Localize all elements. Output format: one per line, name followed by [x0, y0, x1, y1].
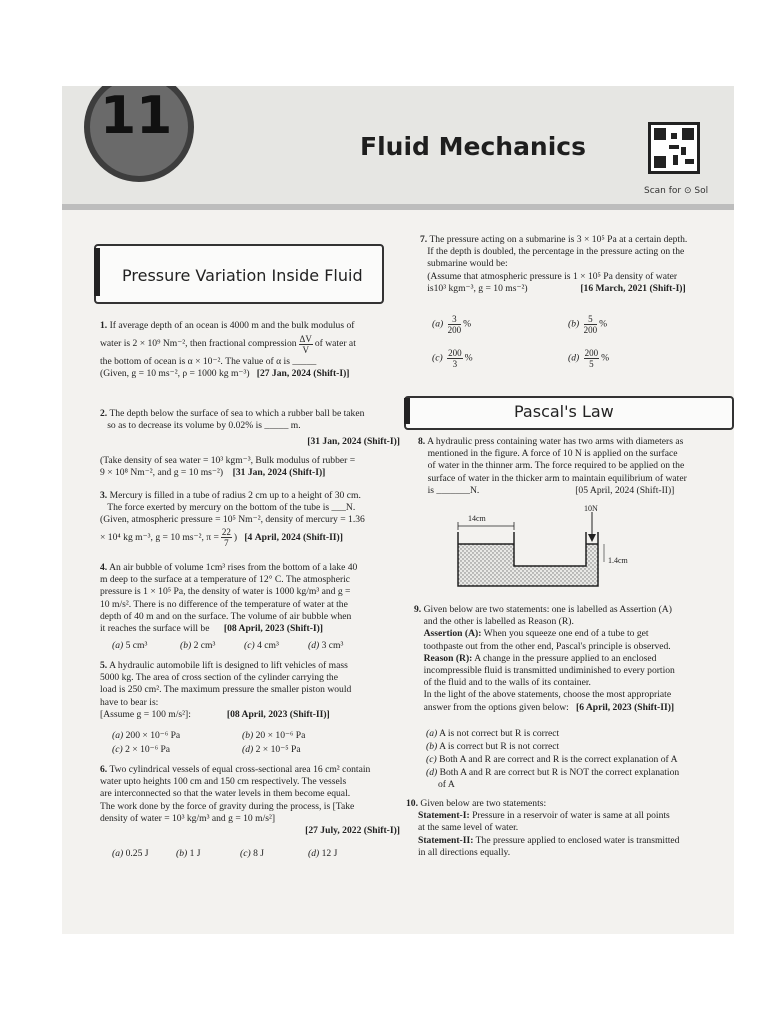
figure-label-narrow-arm: 1.4cm	[608, 556, 628, 565]
section-title-pascals-law: Pascal's Law	[514, 402, 614, 421]
q6-option-c: (c) 8 J	[240, 848, 264, 859]
question-7: 7. The pressure acting on a submarine is 3 × 10⁵ Pa at a certain depth. If the depth is doubled, the percentage in the pressure acting on the submarine would be: (Assume that atmospheric pressure is 1 × 10⁵ Pa density of water is10³ kgm⁻³, g = 10 ms⁻²) [16 March, 2021 (Shift-I)]	[420, 234, 688, 294]
q5-option-d: (d) 2 × 10⁻⁵ Pa	[242, 744, 301, 755]
question-2: 2. The depth below the surface of sea to which a rubber ball be taken so as to decrease its volume by 0.02% is _____ m. [31 Jan, 2024 (Shift-I)] (Take density of sea water = 10³ kgm⁻³, Bulk modulus of rubber = 9 × 10⁸ Nm⁻², and g = 10 ms⁻²) [31 Jan, 2024 (Shift-I)]	[100, 408, 400, 478]
q4-option-b: (b) 2 cm³	[180, 640, 216, 651]
q9-option-a: (a) A is not correct but R is correct	[426, 728, 560, 739]
q5-option-a: (a) 200 × 10⁻⁶ Pa	[112, 730, 181, 741]
question-10: 10. Given below are two statements: Statement-I: Pressure in a reservoir of water is same at all points at the same level of water. Statement-II: The pressure applied to enclosed water is transmitted in all directions equally.	[406, 798, 680, 858]
q9-option-d: (d) Both A and R are correct but R is NOT the correct explanation of A	[426, 767, 680, 790]
chapter-title: Fluid Mechanics	[360, 132, 587, 161]
question-9: 9. Given below are two statements: one is labelled as Assertion (A) and the other is labelled as Reason (R). Assertion (A): When you squeeze one end of a tube to get toothpaste out from the other end, Pascal's principle is observed. Reason (R): A change in the pressure applied to an enclosed incompressible fluid is transmitted undiminished to every portion of the fluid and to the walls of its container. In the light of the above statements, choose the most appropriate answer from the options given below: [6 April, 2023 (Shift-II)]	[414, 604, 675, 713]
question-8: 8. A hydraulic press containing water has two arms with diameters as mentioned in the figure. A force of 10 N is applied on the surface of water in the thinner arm. The force required to be applied on the surface of water in the thicker arm to maintain equilibrium of water is _______N. [05 April, 2024 (Shift-II)]	[418, 436, 687, 496]
question-3: 3. Mercury is filled in a tube of radius 2 cm up to a height of 30 cm. The force exerted by mercury on the bottom of the tube is ___N. (Given, atmospheric pressure = 10⁵ Nm⁻², density of mercury = 1.36 × 10⁴ kg m⁻³, g = 10 ms⁻², π = $\frac{22}{7}$ ) [4 April, 2024 (Shift-II)]	[100, 490, 365, 548]
chapter-number: 11	[100, 86, 173, 146]
section-heading-accent	[404, 398, 410, 424]
q5-option-c: (c) 2 × 10⁻⁶ Pa	[112, 744, 171, 755]
q5-option-b: (b) 20 × 10⁻⁶ Pa	[242, 730, 306, 741]
question-6: 6. Two cylindrical vessels of equal cross-sectional area 16 cm² contain water upto heights 100 cm and 150 cm respectively. The vessels are interconnected so that the water levels in them become equal. The work done by the force of gravity during the process, is [Take density of water = 10³ kg/m³ and g = 10 m/s²] [27 July, 2022 (Shift-I)]	[100, 764, 400, 837]
q4-option-a: (a) 5 cm³	[112, 640, 148, 651]
scan-label: Scan for ⊙ Sol	[644, 186, 709, 196]
question-5: 5. A hydraulic automobile lift is designed to lift vehicles of mass 5000 kg. The area of cross section of the cylinder carrying the load is 250 cm². The maximum pressure the smaller piston would have to bear is: [Assume g = 100 m/s²]: [08 April, 2023 (Shift-II)]	[100, 660, 352, 720]
figure-label-force: 10N	[584, 504, 598, 513]
book-page	[62, 86, 734, 934]
qr-code-icon	[648, 122, 700, 174]
q9-option-b: (b) A is correct but R is not correct	[426, 741, 560, 752]
q7-option-d: (d) $\frac{200}{5}$ %	[568, 348, 610, 369]
q9-option-c: (c) Both A and R are correct and R is the correct explanation of A	[426, 754, 678, 765]
q7-option-c: (c) $\frac{200}{3}$ %	[432, 348, 473, 369]
section-title-pressure-variation: Pressure Variation Inside Fluid	[122, 266, 363, 285]
question-4: 4. An air bubble of volume 1cm³ rises from the bottom of a lake 40 m deep to the surface at a temperature of 12° C. The atmospheric pressure is 1 × 10⁵ Pa, the density of water is 1000 kg/m³ and g = 10 m/s². There is no difference of the temperature of water at the depth of 40 m and on the surface. The volume of air bubble when it reaches the surface will be [08 April, 2023 (Shift-I)]	[100, 562, 358, 635]
q6-option-d: (d) 12 J	[308, 848, 338, 859]
q7-option-a: (a) $\frac{3}{200}$ %	[432, 314, 472, 335]
q7-option-b: (b) $\frac{5}{200}$ %	[568, 314, 608, 335]
question-1: 1. If average depth of an ocean is 4000 m and the bulk modulus of water is 2 × 10⁹ Nm⁻², then fractional compression $\frac{\Delta V}{V}$ of water at the bottom of ocean is α × 10⁻². The value of α is _____ (Given, g = 10 ms⁻², ρ = 1000 kg m⁻³) [27 Jan, 2024 (Shift-I)]	[100, 320, 356, 380]
q6-option-b: (b) 1 J	[176, 848, 201, 859]
header-divider	[62, 204, 734, 210]
q6-option-a: (a) 0.25 J	[112, 848, 149, 859]
section-heading-accent	[94, 248, 100, 296]
q4-option-d: (d) 3 cm³	[308, 640, 344, 651]
figure-label-wide-arm: 14cm	[468, 514, 486, 523]
q4-option-c: (c) 4 cm³	[244, 640, 279, 651]
